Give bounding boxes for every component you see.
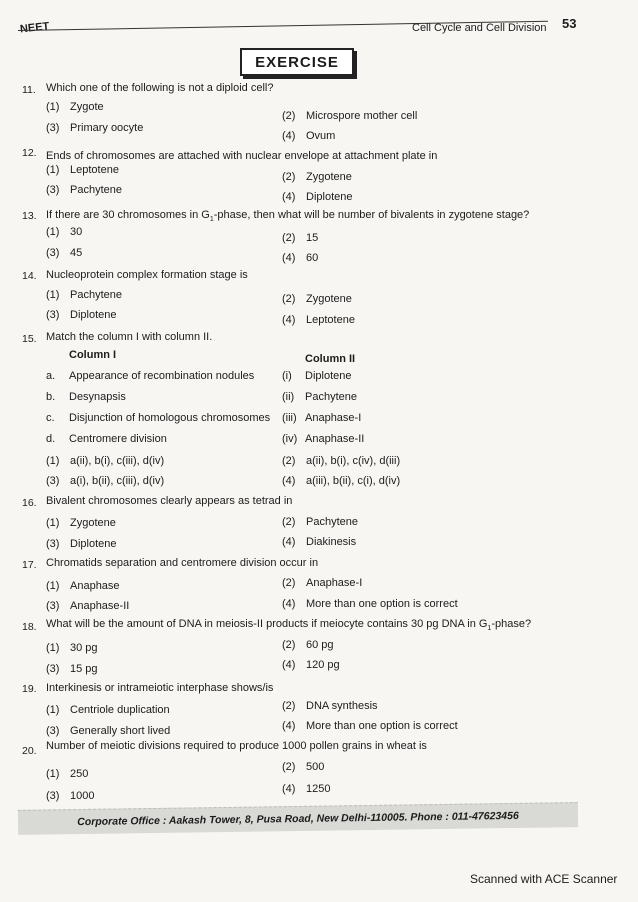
option-number: (3) — [46, 538, 60, 550]
option-text: Leptotene — [306, 314, 355, 326]
option-text: 60 pg — [306, 639, 334, 651]
option — [282, 598, 458, 610]
match-row-letter: b. — [46, 391, 56, 403]
option-number: (1) — [46, 768, 60, 780]
option-text: 15 pg — [70, 663, 98, 675]
option — [282, 314, 355, 326]
option-number: (2) — [282, 110, 296, 122]
option-text: Pachytene — [306, 516, 358, 528]
option-number: (4) — [282, 191, 296, 203]
option-number: (1) — [46, 164, 60, 176]
question-text: Chromatids separation and centromere division occur in — [46, 557, 319, 569]
option-number: (2) — [282, 171, 296, 183]
option — [46, 122, 143, 134]
question-text: Interkinesis or intrameiotic interphase shows/is — [46, 682, 274, 694]
option-text: Anaphase-I — [306, 577, 363, 589]
option-text: Microspore mother cell — [306, 110, 418, 122]
question-text: Bivalent chromosomes clearly appears as tetrad in — [46, 495, 293, 507]
option-number: (2) — [282, 639, 296, 651]
option-number: (4) — [282, 783, 296, 795]
option-number: (1) — [46, 580, 60, 592]
option — [282, 293, 352, 305]
option-text: Anaphase-II — [70, 600, 130, 612]
option — [46, 184, 122, 196]
option-text: More than one option is correct — [306, 598, 458, 610]
option — [46, 663, 98, 675]
option-text: Ovum — [306, 130, 336, 142]
option — [282, 783, 330, 795]
option-number: (3) — [46, 790, 60, 802]
option-text: Diplotene — [70, 538, 117, 550]
option-text: Anaphase — [70, 580, 120, 592]
column-2-title: Column II — [305, 353, 356, 365]
question-number: 19. — [22, 683, 37, 695]
question-text: Which one of the following is not a diploid cell? — [46, 82, 274, 94]
option-number: (4) — [282, 598, 296, 610]
option — [282, 475, 400, 487]
option-text: 45 — [70, 247, 83, 259]
question-text-part: -phase, then what will be number of bivalents in zygotene stage? — [213, 209, 530, 221]
option-text: Zygotene — [306, 171, 352, 183]
option-text: 1250 — [306, 783, 331, 795]
option — [46, 226, 82, 238]
option-number: (1) — [46, 642, 60, 654]
question-number: 14. — [22, 270, 37, 282]
question-text: Nucleoprotein complex formation stage is — [46, 269, 248, 281]
option-text: 60 — [306, 252, 319, 264]
question-number: 11. — [22, 84, 36, 96]
option — [282, 700, 378, 712]
option-number: (1) — [46, 517, 60, 529]
option-text: 30 — [70, 226, 83, 238]
option-number: (2) — [282, 455, 296, 467]
option-text: 15 — [306, 232, 319, 244]
option — [282, 720, 458, 732]
subscript: 1 — [209, 216, 214, 224]
option-text: 500 — [306, 761, 325, 773]
option-number: (3) — [46, 600, 60, 612]
option-number: (4) — [282, 536, 296, 548]
option-text: Diplotene — [306, 191, 353, 203]
question-number: 17. — [22, 559, 37, 571]
question-number: 15. — [22, 333, 37, 345]
question-text-part: -phase? — [491, 618, 532, 630]
page-number: 53 — [562, 16, 577, 31]
option-text: a(ii), b(i), c(iv), d(iii) — [306, 455, 401, 467]
subscript: 1 — [487, 625, 492, 633]
option-number: (1) — [46, 101, 60, 113]
question-text: Ends of chromosomes are attached with nuclear envelope at attachment plate in — [46, 150, 438, 162]
option-number: (3) — [46, 475, 60, 487]
option-number: (4) — [282, 314, 296, 326]
column-1-title: Column I — [69, 349, 117, 361]
option-text: Primary oocyte — [70, 122, 144, 134]
match-row-letter: a. — [46, 370, 56, 382]
option — [282, 252, 318, 264]
option-number: (3) — [46, 663, 60, 675]
option-text: Generally short lived — [70, 725, 171, 737]
option-text: Centriole duplication — [70, 704, 170, 716]
option-text: DNA synthesis — [306, 700, 378, 712]
match-row-letter: c. — [46, 412, 55, 424]
option — [46, 247, 82, 259]
match-row-roman: (i) — [282, 370, 292, 382]
question-number: 13. — [22, 210, 37, 222]
option — [282, 232, 318, 244]
match-row-roman: (ii) — [282, 391, 295, 403]
option-number: (3) — [46, 247, 60, 259]
option — [282, 516, 358, 528]
option-text: Zygote — [70, 101, 104, 113]
option-text: 120 pg — [306, 659, 340, 671]
option-number: (4) — [282, 130, 296, 142]
option-number: (3) — [46, 725, 60, 737]
option-text: Zygotene — [306, 293, 352, 305]
option-number: (4) — [282, 659, 296, 671]
match-row-answer: Anaphase-I — [305, 412, 362, 424]
option-number: (4) — [282, 252, 296, 264]
option-number: (2) — [282, 761, 296, 773]
match-row-answer: Diplotene — [305, 370, 352, 382]
question-number: 16. — [22, 497, 37, 509]
option-text: a(iii), b(ii), c(i), d(iv) — [306, 475, 401, 487]
option-text: Pachytene — [70, 289, 122, 301]
option — [282, 536, 356, 548]
question-text-part: What will be the amount of DNA in meiosis-II products if meiocyte contains 30 pg DNA in G — [46, 618, 488, 630]
match-row-roman: (iii) — [282, 412, 297, 424]
option — [46, 600, 129, 612]
question-text-part: If there are 30 chromosomes in G — [46, 209, 210, 221]
option-text: Zygotene — [70, 517, 116, 529]
footer-address: Corporate Office : Aakash Tower, 8, Pusa Road, New Delhi-110005. Phone : 011-47623456 — [18, 802, 578, 835]
option-number: (2) — [282, 577, 296, 589]
option — [46, 580, 120, 592]
question-text: Number of meiotic divisions required to produce 1000 pollen grains in wheat is — [46, 740, 427, 752]
option — [46, 475, 164, 487]
option-number: (3) — [46, 309, 60, 321]
match-row-letter: d. — [46, 433, 56, 445]
option-number: (1) — [46, 289, 60, 301]
option-number: (4) — [282, 475, 296, 487]
option-number: (2) — [282, 516, 296, 528]
match-row-roman: (iv) — [282, 433, 298, 445]
option — [46, 704, 170, 716]
header-chapter-title: Cell Cycle and Cell Division — [412, 22, 547, 34]
option — [282, 761, 324, 773]
option — [46, 517, 116, 529]
option — [282, 191, 352, 203]
option — [46, 309, 116, 321]
option-number: (3) — [46, 184, 60, 196]
exercise-heading: EXERCISE — [240, 48, 354, 76]
option-number: (2) — [282, 293, 296, 305]
option — [282, 455, 400, 467]
option-text: 1000 — [70, 790, 95, 802]
question-text — [46, 618, 531, 632]
option-number: (1) — [46, 704, 60, 716]
option — [282, 577, 362, 589]
match-row-item: Disjunction of homologous chromosomes — [69, 412, 271, 424]
option — [46, 289, 122, 301]
question-text — [46, 209, 529, 223]
option-number: (2) — [282, 232, 296, 244]
option — [282, 171, 352, 183]
option — [282, 639, 334, 651]
option — [282, 110, 417, 122]
option-number: (3) — [46, 122, 60, 134]
scanner-watermark: Scanned with ACE Scanner — [470, 872, 618, 886]
option — [282, 659, 340, 671]
match-row-answer: Pachytene — [305, 391, 357, 403]
header-neet: NEET — [19, 20, 50, 36]
option-text: More than one option is correct — [306, 720, 458, 732]
match-row-item: Centromere division — [69, 433, 167, 445]
option — [46, 768, 88, 780]
option — [46, 164, 119, 176]
option-text: 250 — [70, 768, 89, 780]
option — [46, 538, 116, 550]
option-number: (2) — [282, 700, 296, 712]
question-number: 20. — [22, 745, 37, 757]
match-row-answer: Anaphase-II — [305, 433, 365, 445]
option-text: Diakinesis — [306, 536, 357, 548]
option — [46, 725, 170, 737]
option-text: a(i), b(ii), c(iii), d(iv) — [70, 475, 165, 487]
option-text: Leptotene — [70, 164, 119, 176]
option-text: Pachytene — [70, 184, 122, 196]
question-number: 12. — [22, 147, 37, 159]
option — [46, 790, 94, 802]
option — [46, 642, 98, 654]
question-text: Match the column I with column II. — [46, 331, 213, 343]
option — [46, 455, 164, 467]
option — [282, 130, 335, 142]
option-number: (4) — [282, 720, 296, 732]
option-text: Diplotene — [70, 309, 117, 321]
option-text: a(ii), b(i), c(iii), d(iv) — [70, 455, 165, 467]
option-text: 30 pg — [70, 642, 98, 654]
question-number: 18. — [22, 621, 37, 633]
match-row-item: Appearance of recombination nodules — [69, 370, 255, 382]
match-row-item: Desynapsis — [69, 391, 126, 403]
option-number: (1) — [46, 226, 60, 238]
option-number: (1) — [46, 455, 60, 467]
option — [46, 101, 104, 113]
